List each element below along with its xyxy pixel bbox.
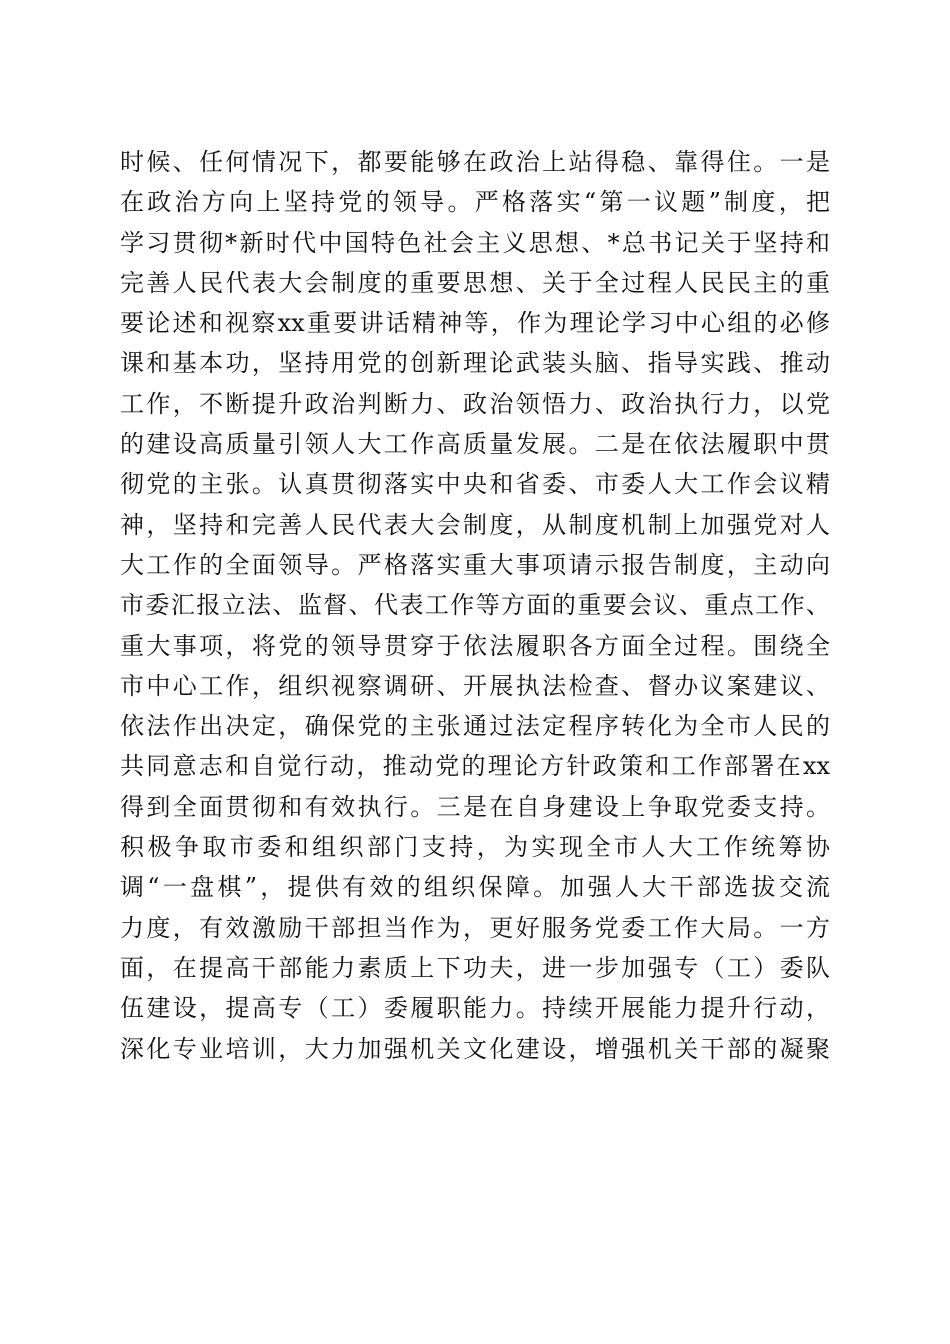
text-line-18: 积极争取市委和组织部门支持，为实现全市人大工作统筹协 bbox=[120, 833, 830, 862]
text-line-9: 彻党的主张。认真贯彻落实中央和省委、市委人大工作会议精 bbox=[120, 470, 830, 499]
text-line-10: 神，坚持和完善人民代表大会制度，从制度机制上加强党对人 bbox=[120, 510, 830, 539]
text-line-13: 重大事项，将党的领导贯穿于依法履职各方面全过程。围绕全 bbox=[120, 631, 830, 660]
text-line-21: 面，在提高干部能力素质上下功夫，进一步加强专（工）委队 bbox=[120, 953, 830, 982]
text-line-7: 工作，不断提升政治判断力、政治领悟力、政治执行力，以党 bbox=[120, 389, 830, 418]
text-line-5: 要论述和视察xx重要讲话精神等，作为理论学习中心组的必修 bbox=[120, 309, 830, 338]
text-line-3: 学习贯彻*新时代中国特色社会主义思想、*总书记关于坚持和 bbox=[120, 228, 830, 257]
text-line-19: 调“一盘棋”，提供有效的组织保障。加强人大干部选拔交流 bbox=[120, 873, 830, 902]
text-line-23: 深化专业培训，大力加强机关文化建设，增强机关干部的凝聚 bbox=[120, 1034, 830, 1063]
text-line-1: 时候、任何情况下，都要能够在政治上站得稳、靠得住。一是 bbox=[120, 148, 830, 176]
text-line-8: 的建设高质量引领人大工作高质量发展。二是在依法履职中贯 bbox=[120, 430, 830, 459]
text-line-4: 完善人民代表大会制度的重要思想、关于全过程人民民主的重 bbox=[120, 268, 830, 297]
text-line-11: 大工作的全面领导。严格落实重大事项请示报告制度，主动向 bbox=[120, 550, 830, 579]
body-text bbox=[120, 142, 830, 1069]
text-line-20: 力度，有效激励干部担当作为，更好服务党委工作大局。一方 bbox=[120, 913, 830, 942]
text-line-2: 在政治方向上坚持党的领导。严格落实“第一议题”制度，把 bbox=[120, 188, 830, 217]
text-line-22: 伍建设，提高专（工）委履职能力。持续开展能力提升行动， bbox=[120, 994, 830, 1023]
text-line-15: 依法作出决定，确保党的主张通过法定程序转化为全市人民的 bbox=[120, 712, 830, 741]
text-line-6: 课和基本功，坚持用党的创新理论武装头脑、指导实践、推动 bbox=[120, 349, 830, 378]
text-line-12: 市委汇报立法、监督、代表工作等方面的重要会议、重点工作、 bbox=[120, 591, 830, 620]
text-line-17: 得到全面贯彻和有效执行。三是在自身建设上争取党委支持。 bbox=[120, 792, 830, 821]
text-line-14: 市中心工作，组织视察调研、开展执法检查、督办议案建议、 bbox=[120, 671, 830, 700]
text-line-16: 共同意志和自觉行动，推动党的理论方针政策和工作部署在xx bbox=[120, 752, 830, 781]
